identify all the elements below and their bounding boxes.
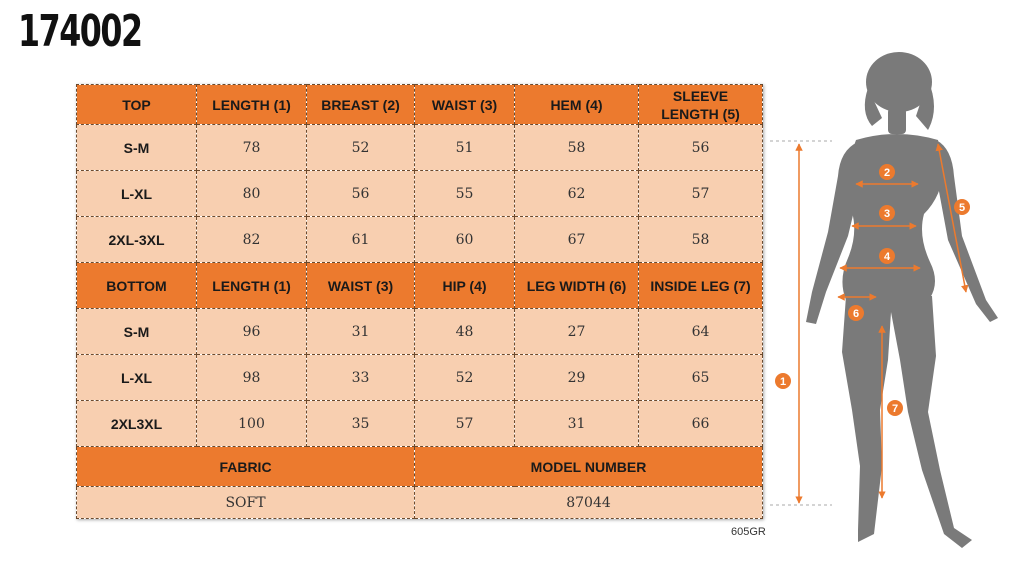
header-cell: HEM (4) [515, 85, 639, 125]
header-cell: INSIDE LEG (7) [639, 263, 763, 309]
header-cell: TOP [77, 85, 197, 125]
value-cell: 64 [639, 309, 763, 355]
header-cell: WAIST (3) [415, 85, 515, 125]
size-cell: 2XL3XL [77, 401, 197, 447]
model-number-label: MODEL NUMBER [415, 447, 763, 487]
svg-text:7: 7 [891, 403, 899, 415]
value-cell: 80 [197, 171, 307, 217]
header-cell: BOTTOM [77, 263, 197, 309]
badge-7 [887, 400, 903, 416]
size-cell: L-XL [77, 355, 197, 401]
svg-text:4: 4 [883, 251, 891, 263]
value-cell: 62 [515, 171, 639, 217]
value-cell: 65 [639, 355, 763, 401]
value-cell: 66 [639, 401, 763, 447]
value-cell: 51 [415, 125, 515, 171]
header-cell: LENGTH (1) [197, 85, 307, 125]
value-cell: 27 [515, 309, 639, 355]
value-cell: 31 [307, 309, 415, 355]
size-cell: S-M [77, 125, 197, 171]
value-cell: 61 [307, 217, 415, 263]
fabric-label: FABRIC [77, 447, 415, 487]
value-cell: 98 [197, 355, 307, 401]
badge-2 [879, 164, 895, 180]
header-cell: WAIST (3) [307, 263, 415, 309]
value-cell: 78 [197, 125, 307, 171]
badge-5 [954, 199, 970, 215]
value-cell: 56 [639, 125, 763, 171]
size-cell: L-XL [77, 171, 197, 217]
value-cell: 100 [197, 401, 307, 447]
value-cell: 52 [307, 125, 415, 171]
value-cell: 96 [197, 309, 307, 355]
value-cell: 52 [415, 355, 515, 401]
value-cell: 57 [415, 401, 515, 447]
badge-3 [879, 205, 895, 221]
size-cell: S-M [77, 309, 197, 355]
svg-text:5: 5 [958, 202, 966, 214]
fabric-value: SOFT [77, 487, 415, 519]
value-cell: 58 [639, 217, 763, 263]
svg-text:6: 6 [852, 308, 860, 320]
value-cell: 67 [515, 217, 639, 263]
value-cell: 56 [307, 171, 415, 217]
badge-6 [848, 305, 864, 321]
svg-text:1: 1 [779, 376, 787, 388]
value-cell: 48 [415, 309, 515, 355]
value-cell: 35 [307, 401, 415, 447]
value-cell: 60 [415, 217, 515, 263]
value-cell: 57 [639, 171, 763, 217]
svg-text:2: 2 [883, 167, 891, 179]
badge-1 [775, 373, 791, 389]
woman-silhouette [806, 52, 998, 548]
value-cell: 33 [307, 355, 415, 401]
header-cell: LENGTH (1) [197, 263, 307, 309]
header-cell: HIP (4) [415, 263, 515, 309]
value-cell: 31 [515, 401, 639, 447]
size-cell: 2XL-3XL [77, 217, 197, 263]
header-cell: SLEEVE LENGTH (5) [639, 85, 763, 125]
value-cell: 82 [197, 217, 307, 263]
code-label: 605GR [731, 526, 766, 538]
header-cell: BREAST (2) [307, 85, 415, 125]
badge-4 [879, 248, 895, 264]
value-cell: 55 [415, 171, 515, 217]
svg-text:3: 3 [883, 208, 891, 220]
model-number-value: 87044 [415, 487, 763, 519]
page-title: 174002 [18, 6, 142, 57]
value-cell: 58 [515, 125, 639, 171]
value-cell: 29 [515, 355, 639, 401]
header-cell: LEG WIDTH (6) [515, 263, 639, 309]
